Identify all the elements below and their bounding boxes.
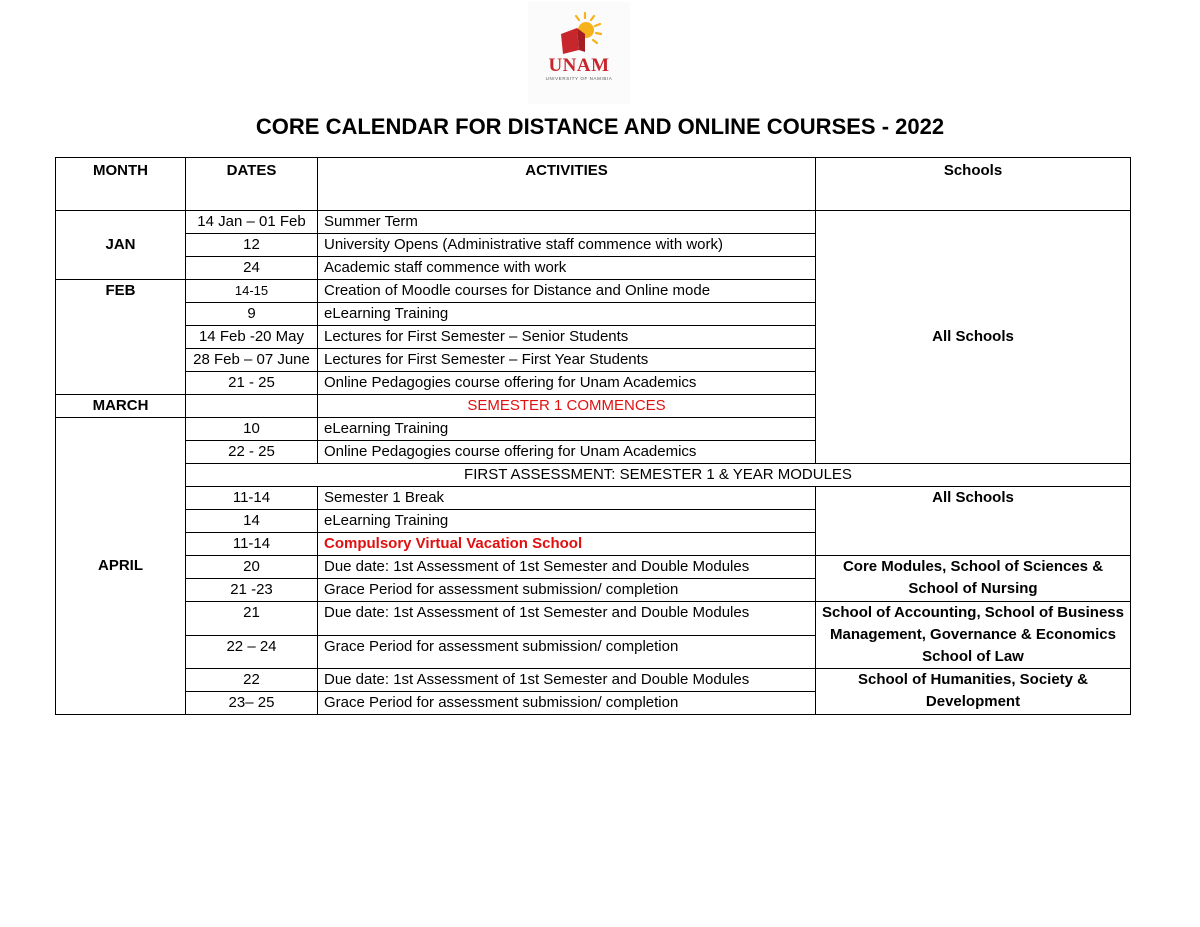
row-date: 21 [186,602,318,636]
row-date: 22 - 25 [186,441,318,464]
unam-logo [528,2,630,104]
row-activity: eLearning Training [318,303,816,326]
logo-tagline: UNIVERSITY OF NAMIBIA [545,76,613,81]
row-date: 14 [186,510,318,533]
row-date: 28 Feb – 07 June [186,349,318,372]
month-feb: FEB [56,280,186,395]
row-activity: Online Pedagogies course offering for Unam Academics [318,441,816,464]
table-row [56,669,1131,692]
row-activity: eLearning Training [318,418,816,441]
row-date: 14-15 [186,280,318,303]
row-date: 10 [186,418,318,441]
schools-law: School of Law [922,648,1024,665]
header-row [56,158,1131,211]
row-date: 22 – 24 [186,635,318,669]
row-date: 12 [186,234,318,257]
row-activity: Academic staff commence with work [318,257,816,280]
schools-accounting: School of Accounting, School of Business Management, Governance & Economics [822,604,1124,643]
month-march: MARCH [56,395,186,418]
row-date: 24 [186,257,318,280]
row-date: 23– 25 [186,692,318,715]
row-date: 20 [186,556,318,579]
row-activity: University Opens (Administrative staff commence with work) [318,234,816,257]
header-dates: DATES [186,158,318,211]
month-april: APRIL [56,418,186,715]
row-date: 11-14 [186,487,318,510]
row-activity: Due date: 1st Assessment of 1st Semester and Double Modules [318,669,816,692]
calendar-table [55,157,1131,715]
row-date: 21 -23 [186,579,318,602]
schools-humanities: School of Humanities, Society & Development [816,669,1131,715]
semester-commences-note: SEMESTER 1 COMMENCES [318,395,816,418]
row-activity: Lectures for First Semester – Senior Students [318,326,816,349]
banner-row [56,464,1131,487]
row-date: 9 [186,303,318,326]
header-schools: Schools [816,158,1131,211]
vacation-school-activity: Compulsory Virtual Vacation School [318,533,816,556]
row-date: 11-14 [186,533,318,556]
unam-emblem-icon [555,12,603,56]
table-row [56,487,1131,510]
row-date: 21 - 25 [186,372,318,395]
row-activity: Online Pedagogies course offering for Unam Academics [318,372,816,395]
table-row [56,602,1131,636]
row-activity: Grace Period for assessment submission/ completion [318,692,816,715]
row-activity: Summer Term [318,211,816,234]
row-activity: Creation of Moodle courses for Distance and Online mode [318,280,816,303]
schools-core: Core Modules, School of Sciences & School of Nursing [816,556,1131,602]
header-activities: ACTIVITIES [318,158,816,211]
table-row [56,556,1131,579]
table-row [56,211,1131,234]
row-date: 14 Jan – 01 Feb [186,211,318,234]
schools-all-top: All Schools [816,211,1131,464]
page-title: CORE CALENDAR FOR DISTANCE AND ONLINE COURSES - 2022 [255,114,945,139]
assessment-banner: FIRST ASSESSMENT: SEMESTER 1 & YEAR MODULES [186,464,1131,487]
header-month: MONTH [56,158,186,211]
row-activity: Semester 1 Break [318,487,816,510]
row-date: 22 [186,669,318,692]
schools-accounting-law [816,602,1131,669]
row-date: 14 Feb -20 May [186,326,318,349]
row-activity: eLearning Training [318,510,816,533]
row-activity: Lectures for First Semester – First Year Students [318,349,816,372]
row-date [186,395,318,418]
row-activity: Grace Period for assessment submission/ completion [318,635,816,669]
schools-all-april: All Schools [816,487,1131,556]
row-activity: Grace Period for assessment submission/ completion [318,579,816,602]
row-activity: Due date: 1st Assessment of 1st Semester and Double Modules [318,602,816,636]
month-jan: JAN [56,211,186,280]
row-activity: Due date: 1st Assessment of 1st Semester and Double Modules [318,556,816,579]
logo-wordmark: UNAM [548,55,610,76]
